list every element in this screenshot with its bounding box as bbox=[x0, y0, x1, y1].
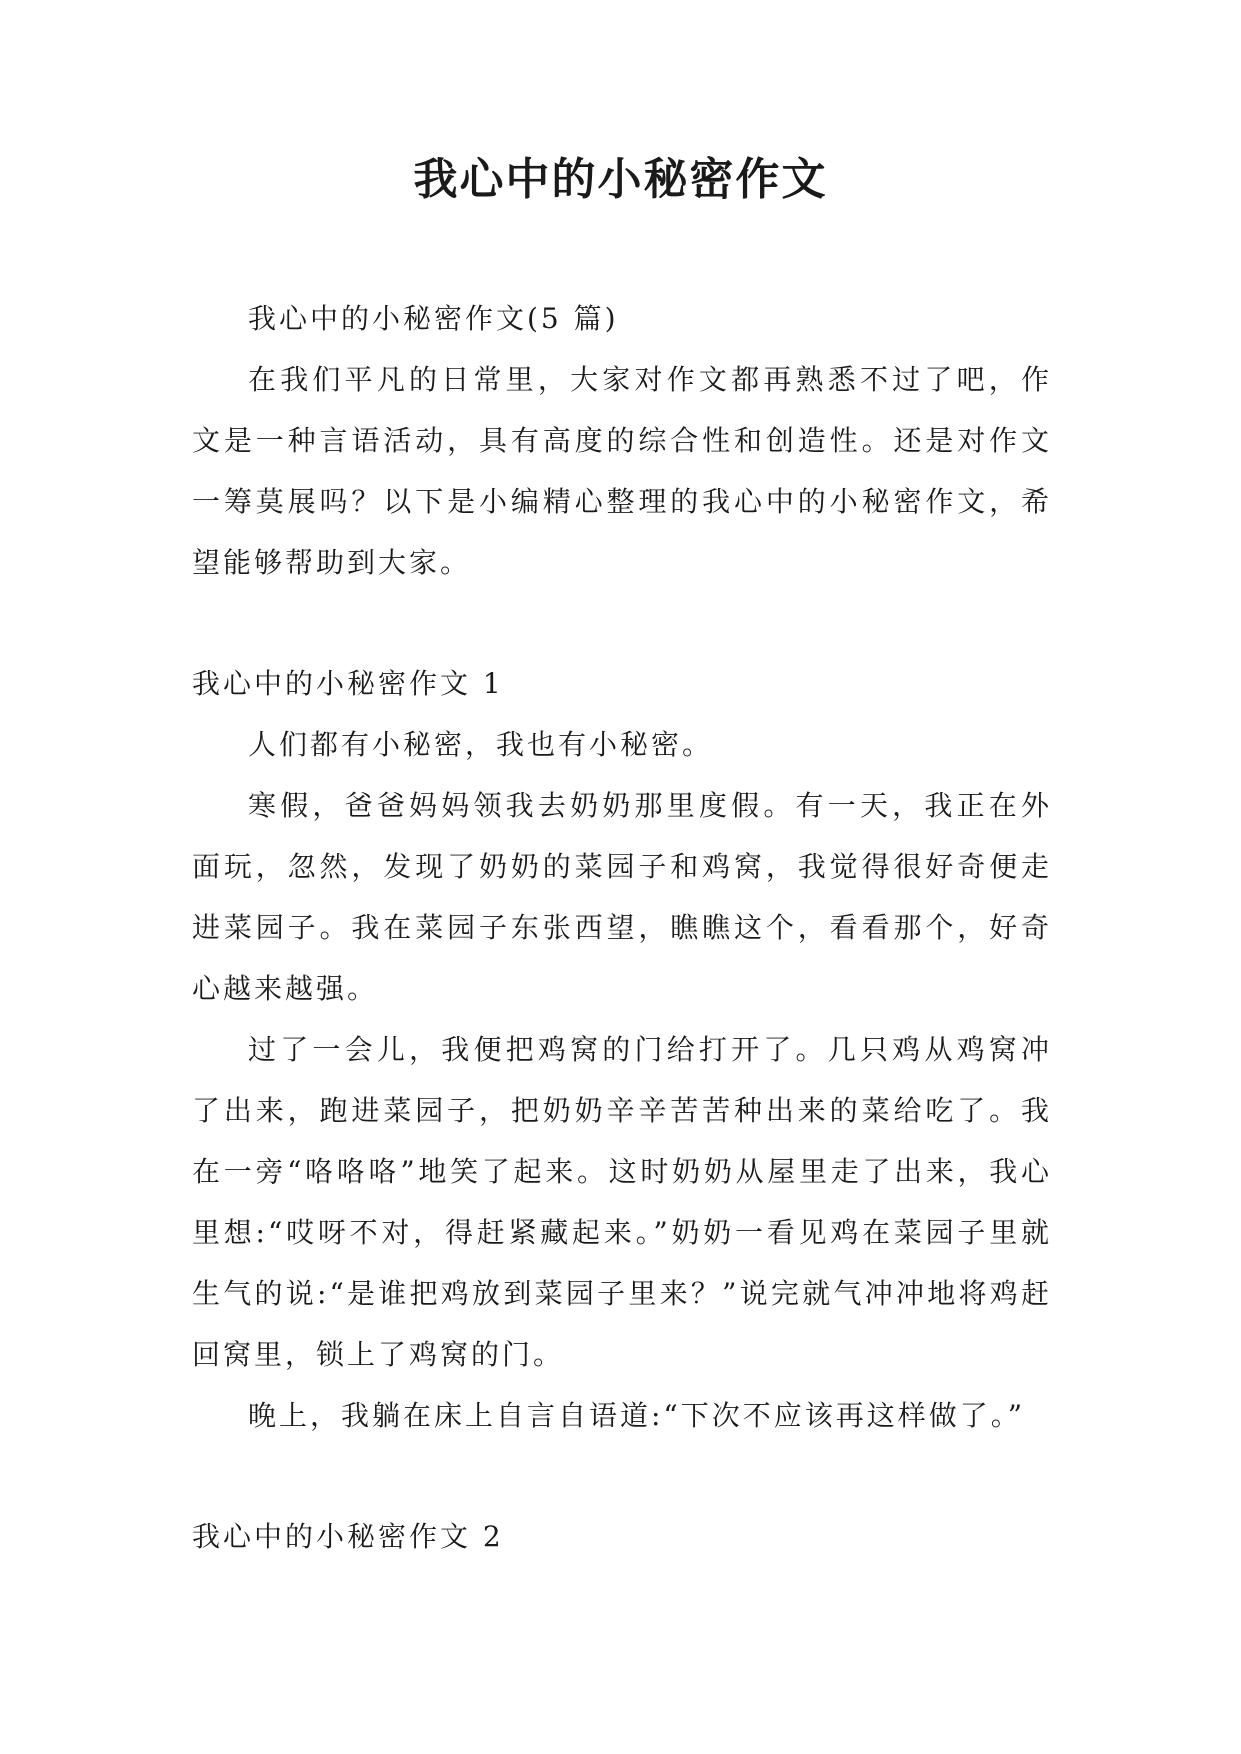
intro-subtitle: 我心中的小秘密作文(5 篇) bbox=[248, 302, 619, 335]
section-spacer bbox=[192, 593, 1052, 653]
section-spacer bbox=[192, 1446, 1052, 1506]
essay-1-heading: 我心中的小秘密作文 1 bbox=[192, 667, 504, 700]
document-title: 我心中的小秘密作文 bbox=[413, 154, 828, 205]
essay-1-paragraph: 过了一会儿，我便把鸡窝的门给打开了。几只鸡从鸡窝冲了出来，跑进菜园子，把奶奶辛辛苦苦种出来的菜给吃了。我在一旁“咯咯咯”地笑了起来。这时奶奶从屋里走了出来，我心里想:“哎呀不对，得赶紧藏起来。”奶奶一看见鸡在菜园子里就生气的说:“是谁把鸡放到菜园子里来？”说完就气冲冲地将鸡赶回窝里，锁上了鸡窝的门。 bbox=[192, 1033, 1052, 1371]
essay-2-heading: 我心中的小秘密作文 2 bbox=[192, 1520, 504, 1553]
document-body bbox=[192, 288, 1052, 1567]
intro-paragraph: 在我们平凡的日常里，大家对作文都再熟悉不过了吧，作文是一种言语活动，具有高度的综合性和创造性。还是对作文一筹莫展吗？以下是小编精心整理的我心中的小秘密作文，希望能够帮助到大家。 bbox=[192, 363, 1052, 579]
essay-1-paragraph: 晚上，我躺在床上自言自语道:“下次不应该再这样做了。” bbox=[248, 1399, 1026, 1432]
essay-1-paragraph: 寒假，爸爸妈妈领我去奶奶那里度假。有一天，我正在外面玩，忽然，发现了奶奶的菜园子和鸡窝，我觉得很好奇便走进菜园子。我在菜园子东张西望，瞧瞧这个，看看那个，好奇心越来越强。 bbox=[192, 789, 1052, 1005]
essay-1-paragraph: 人们都有小秘密，我也有小秘密。 bbox=[248, 728, 714, 761]
